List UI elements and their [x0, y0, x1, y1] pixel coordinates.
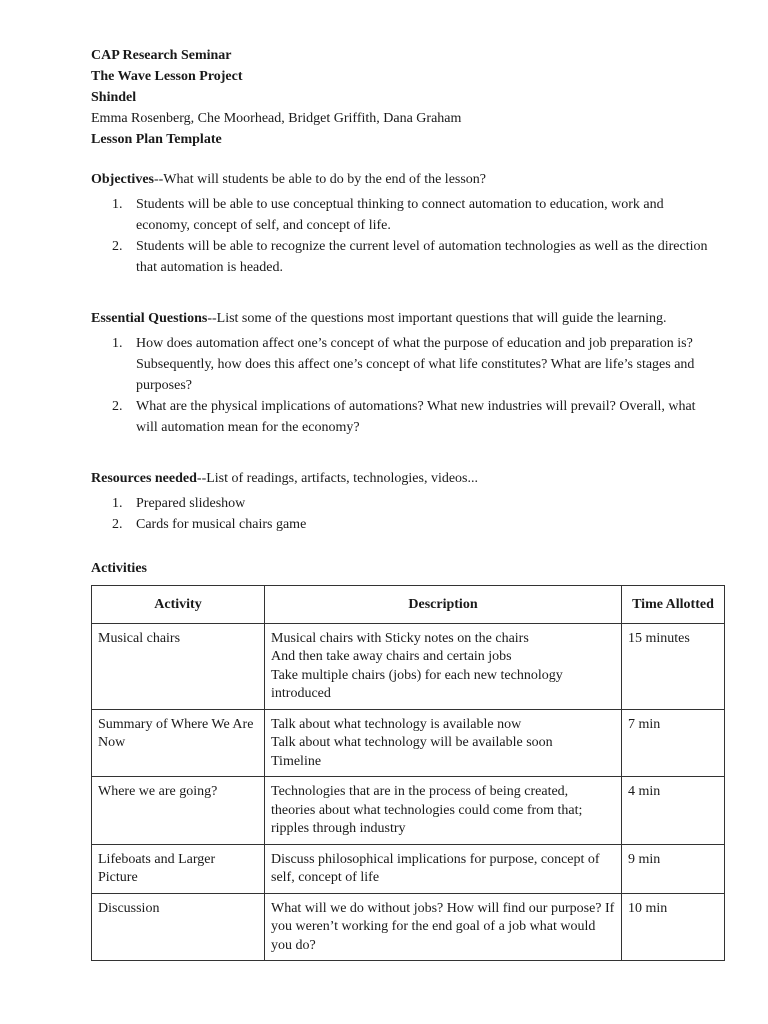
list-item-text: How does automation affect one’s concept of what the purpose of education and job preparation is? Subsequently, how does this affect one’s concept of what life constitutes? What are life’s stages and purposes? [136, 336, 695, 393]
activity-cell: Where we are going? [92, 777, 265, 845]
essential-questions-prompt: --List some of the questions most important questions that will guide the learning. [207, 311, 667, 326]
time-cell: 15 minutes [622, 623, 725, 709]
document-page [91, 45, 731, 961]
objectives-heading [91, 169, 731, 190]
resources-prompt: --List of readings, artifacts, technologies, videos... [196, 471, 478, 486]
description-line: Take multiple chairs (jobs) for each new technology introduced [271, 667, 563, 701]
resources-heading [91, 468, 731, 489]
table-row [92, 777, 725, 845]
column-header-time: Time Allotted [622, 586, 725, 624]
list-item-text: Prepared slideshow [136, 496, 246, 511]
activity-cell: Musical chairs [92, 623, 265, 709]
description-line: And then take away chairs and certain jobs [271, 649, 512, 664]
list-item [91, 194, 716, 236]
list-number: 2. [112, 239, 123, 254]
list-number: 2. [112, 517, 123, 532]
table-row [92, 709, 725, 777]
template-title: Lesson Plan Template [91, 132, 222, 147]
essential-questions-heading [91, 308, 731, 329]
list-item [91, 396, 716, 438]
description-cell [265, 709, 622, 777]
description-line: Musical chairs with Sticky notes on the chairs [271, 630, 529, 646]
resources-section [91, 468, 731, 535]
list-item [91, 493, 716, 514]
list-item-text: Cards for musical chairs game [136, 517, 307, 532]
teacher-name: Shindel [91, 90, 137, 105]
activities-section [91, 558, 731, 961]
essential-questions-list [91, 333, 731, 438]
objectives-prompt: --What will students be able to do by the end of the lesson? [153, 172, 487, 187]
list-number: 1. [112, 336, 123, 351]
column-header-description: Description [265, 586, 622, 624]
description-line: Discuss philosophical implications for purpose, concept of self, concept of life [271, 851, 600, 885]
list-item [91, 514, 716, 535]
resources-label: Resources needed [91, 471, 197, 486]
objectives-list [91, 194, 731, 278]
time-cell: 4 min [622, 777, 725, 845]
time-cell: 10 min [622, 893, 725, 961]
resources-list [91, 493, 731, 535]
description-line: What will we do without jobs? How will find our purpose? If you weren’t working for the end goal of a job what would you do? [271, 900, 615, 953]
time-cell: 9 min [622, 844, 725, 893]
activity-cell: Lifeboats and Larger Picture [92, 844, 265, 893]
description-cell [265, 893, 622, 961]
essential-questions-section [91, 308, 731, 438]
list-item-text: What are the physical implications of automations? What new industries will prevail? Overall, what will automation mean for the economy? [136, 399, 696, 435]
description-line: Talk about what technology is available now [271, 716, 522, 732]
activities-heading: Activities [91, 561, 147, 576]
description-cell [265, 844, 622, 893]
list-item-text: Students will be able to use conceptual thinking to connect automation to education, work and economy, concept of self, and concept of life. [136, 197, 664, 233]
column-header-activity: Activity [92, 586, 265, 624]
course-title: CAP Research Seminar [91, 48, 232, 63]
table-row [92, 893, 725, 961]
list-number: 1. [112, 197, 123, 212]
description-line: Talk about what technology will be available soon [271, 735, 553, 750]
list-item [91, 333, 716, 396]
description-cell [265, 777, 622, 845]
project-title: The Wave Lesson Project [91, 69, 243, 84]
list-number: 1. [112, 496, 123, 511]
list-item-text: Students will be able to recognize the current level of automation technologies as well as the direction that automation is headed. [136, 239, 708, 275]
objectives-section [91, 169, 731, 278]
list-number: 2. [112, 399, 123, 414]
list-item [91, 236, 716, 278]
essential-questions-label: Essential Questions [91, 311, 208, 326]
table-row [92, 623, 725, 709]
table-header-row [92, 586, 725, 624]
description-cell [265, 623, 622, 709]
activities-table [91, 585, 725, 961]
authors-line: Emma Rosenberg, Che Moorhead, Bridget Griffith, Dana Graham [91, 111, 462, 126]
activity-cell: Discussion [92, 893, 265, 961]
objectives-label: Objectives [91, 172, 154, 187]
description-line: Timeline [271, 753, 322, 769]
description-line: Technologies that are in the process of being created, theories about what technologies could come from that; ripples through industry [271, 784, 583, 836]
table-row [92, 844, 725, 893]
time-cell: 7 min [622, 709, 725, 777]
activity-cell: Summary of Where We Are Now [92, 709, 265, 777]
